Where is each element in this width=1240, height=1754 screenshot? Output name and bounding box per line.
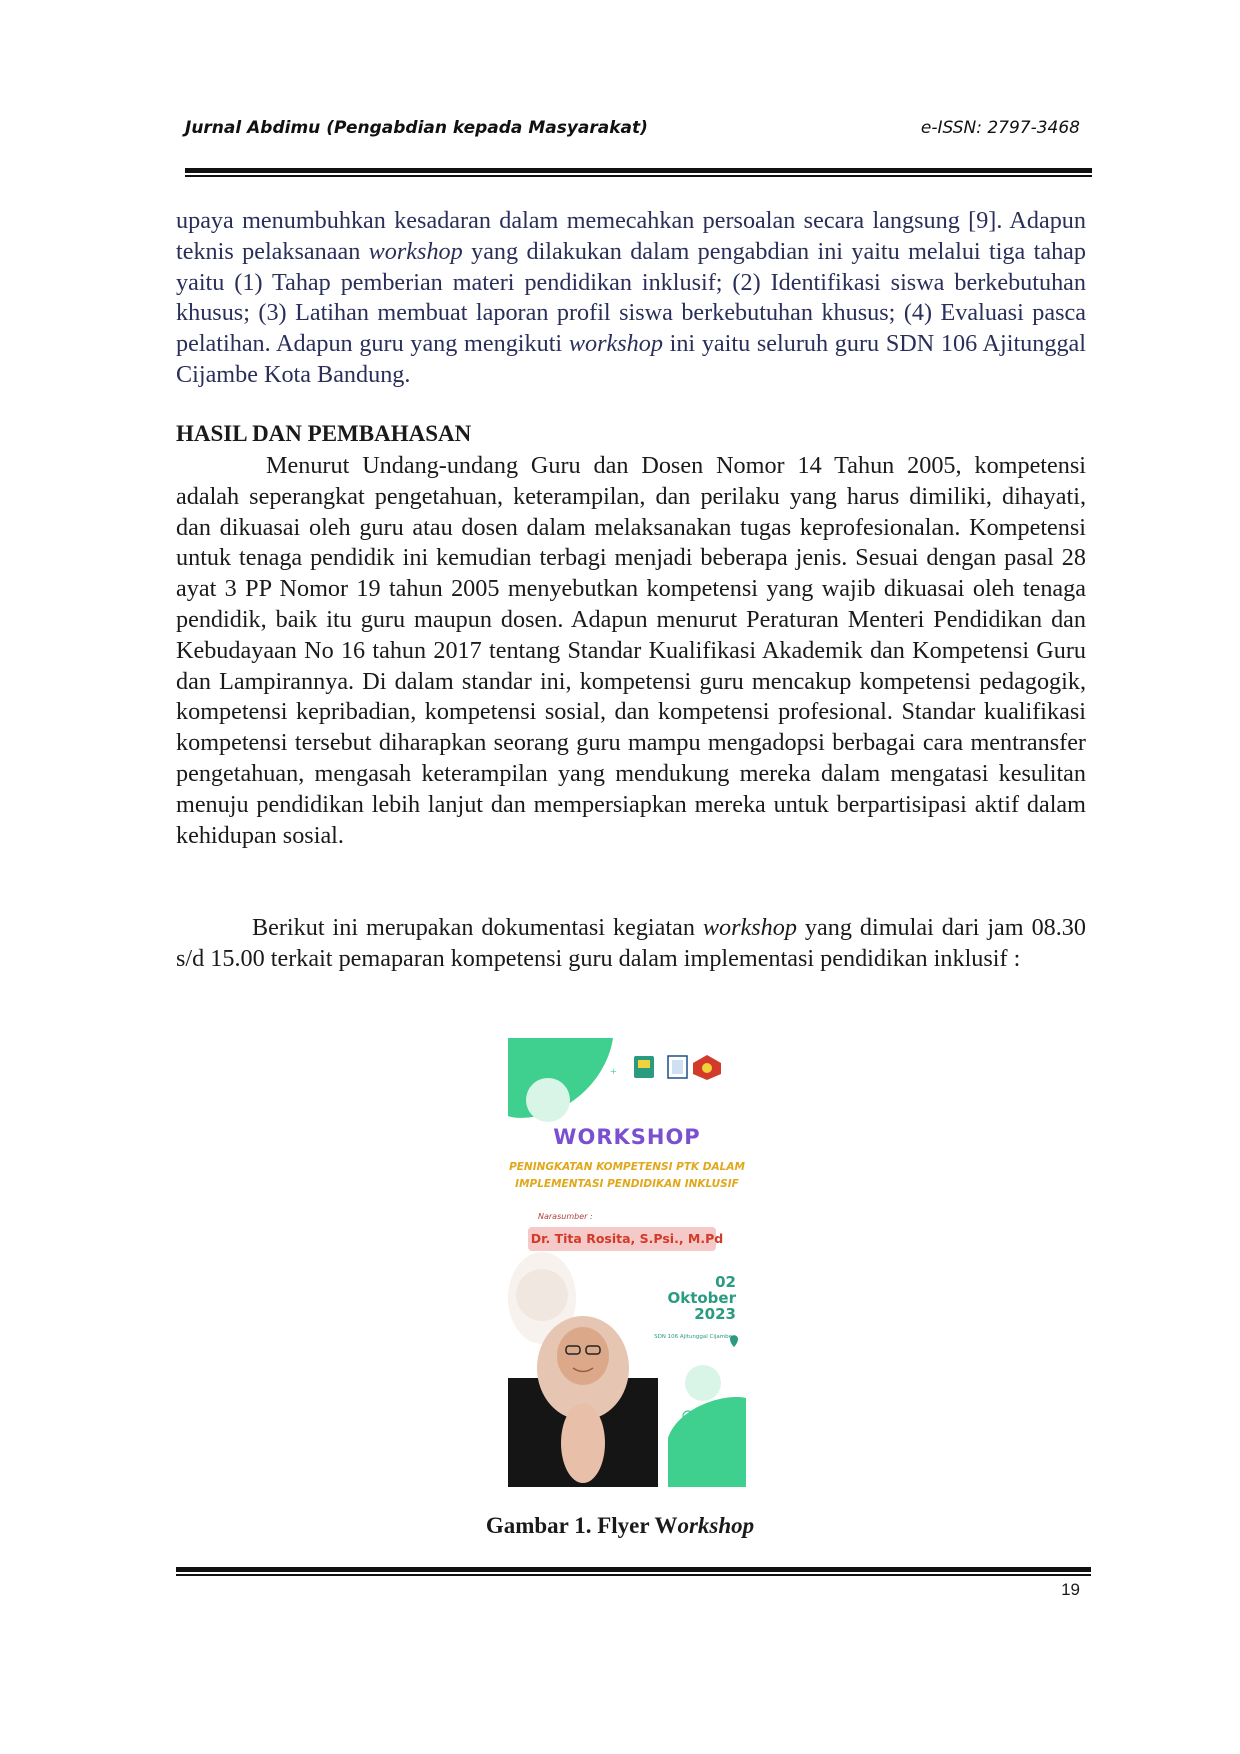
issn: e-ISSN: 2797-3468 <box>920 118 1080 138</box>
flyer-plus-icon: + <box>610 1064 617 1078</box>
header-rule-thin <box>185 175 1092 177</box>
logo-bandung-inner <box>638 1060 650 1068</box>
paragraph-competency: Menurut Undang-undang Guru dan Dosen Nomor 14 Tahun 2005, kompetensi adalah seperangkat pengetahuan, keterampilan, dan perilaku yang harus dimiliki, dihayati, dan dikuasai oleh guru atau dosen dalam melaksanakan tugas keprofesionalan. Kompetensi untuk tenaga pendidik ini kemudian terbagi menjadi beberapa jenis. Sesuai dengan pasal 28 ayat 3 PP Nomor 19 tahun 2005 menyebutkan kompetensi yang wajib dikuasai oleh tenaga pendidik, baik itu guru maupun dosen. Adapun menurut Peraturan Menteri Pendidikan dan Kebudayaan No 16 tahun 2017 tentang Standar Kualifikasi Akademik dan Kompetensi Guru dan Lampirannya. Di dalam standar ini, kompetensi guru mencakup kompetensi pedagogik, kompetensi kepribadian, kompetensi sosial, dan kompetensi profesional. Standar kualifikasi kompetensi tersebut diharapkan seorang guru mampu mengadopsi berbagai cara mentransfer pengetahuan, mengasah keterampilan yang mendukung mereka dalam mengatasi kesulitan menuju pendidikan lebih lanjut dan mempersiapkan mereka untuk berpartisipasi aktif dalam kehidupan sosial. <box>176 452 1086 849</box>
flyer-narasumber-label: Narasumber : <box>538 1212 593 1221</box>
flyer-date-year: 2023 <box>694 1305 736 1323</box>
flyer-venue: SDN 106 Ajitunggal Cijambe <box>654 1334 732 1340</box>
logo-school-inner <box>702 1063 712 1073</box>
caption-em: orkshop <box>677 1513 755 1538</box>
footer-rule-thin <box>176 1574 1091 1576</box>
journal-title: Jurnal Abdimu (Pengabdian kepada Masyarakat) <box>185 118 648 138</box>
paragraph-intro-em: workshop <box>368 237 463 265</box>
flyer-plus-icon-2: + <box>676 1447 683 1461</box>
flyer-title: WORKSHOP <box>553 1125 701 1149</box>
page-number: 19 <box>1061 1580 1080 1599</box>
flyer-subtitle-line2: IMPLEMENTASI PENDIDIKAN INKLUSIF <box>515 1178 739 1190</box>
speaker-photo-face <box>557 1327 609 1385</box>
footer-rule <box>176 1567 1091 1572</box>
paragraph-doc-text-a: Berikut ini merupakan dokumentasi kegiatan <box>252 914 703 941</box>
header-rule <box>185 168 1092 173</box>
paragraph-intro-text-b: yang dilakukan dalam pengabdian ini yaitu melalui tiga tahap yaitu (1) Tahap pemberian materi pendidikan inklusif; (2) Identifikasi siswa berkebutuhan khusus; (3) Latihan membuat laporan profil siswa berkebutuhan khusus; (4) Evaluasi pasca pelatihan. Adapun guru yang mengikuti <box>176 237 1086 358</box>
flyer-date-day: 02 <box>715 1273 736 1291</box>
section-heading: HASIL DAN PEMBAHASAN <box>176 421 472 446</box>
flyer-background <box>508 1038 746 1487</box>
figure-caption <box>0 1513 1240 1539</box>
workshop-flyer-image <box>508 1038 746 1487</box>
flyer-blob-light <box>526 1078 570 1122</box>
paragraph-intro-text-a: upaya menumbuhkan kesadaran dalam memecahkan persoalan secara langsung [9]. Adapun teknis pelaksanaan <box>176 207 1086 265</box>
flyer-blob-bottom-light <box>685 1365 721 1401</box>
flyer-date-month: Oktober <box>667 1289 736 1307</box>
paragraph-intro-em2: workshop <box>568 330 663 358</box>
caption-prefix: Gambar 1. Flyer W <box>485 1513 678 1538</box>
flyer-speaker-name: Dr. Tita Rosita, S.Psi., M.Pd <box>530 1231 724 1246</box>
paragraph-intro <box>176 206 1086 391</box>
running-header <box>185 118 1090 144</box>
logo-disdik-inner <box>672 1060 683 1074</box>
paragraph-documentation <box>176 913 1086 975</box>
paragraph-doc-text-b: yang dimulai dari jam 08.30 s/d 15.00 terkait pemaparan kompetensi guru dalam implementasi pendidikan inklusif : <box>176 914 1086 972</box>
flyer-subtitle-line1: PENINGKATAN KOMPETENSI PTK DALAM <box>509 1161 745 1173</box>
paragraph-doc-em: workshop <box>702 914 797 941</box>
speaker-hands <box>561 1403 605 1483</box>
flyer-blob-bottom <box>668 1397 746 1487</box>
paragraph-intro-text-c: ini yaitu seluruh guru SDN 106 Ajitunggal Cijambe Kota Bandung. <box>176 330 1086 388</box>
